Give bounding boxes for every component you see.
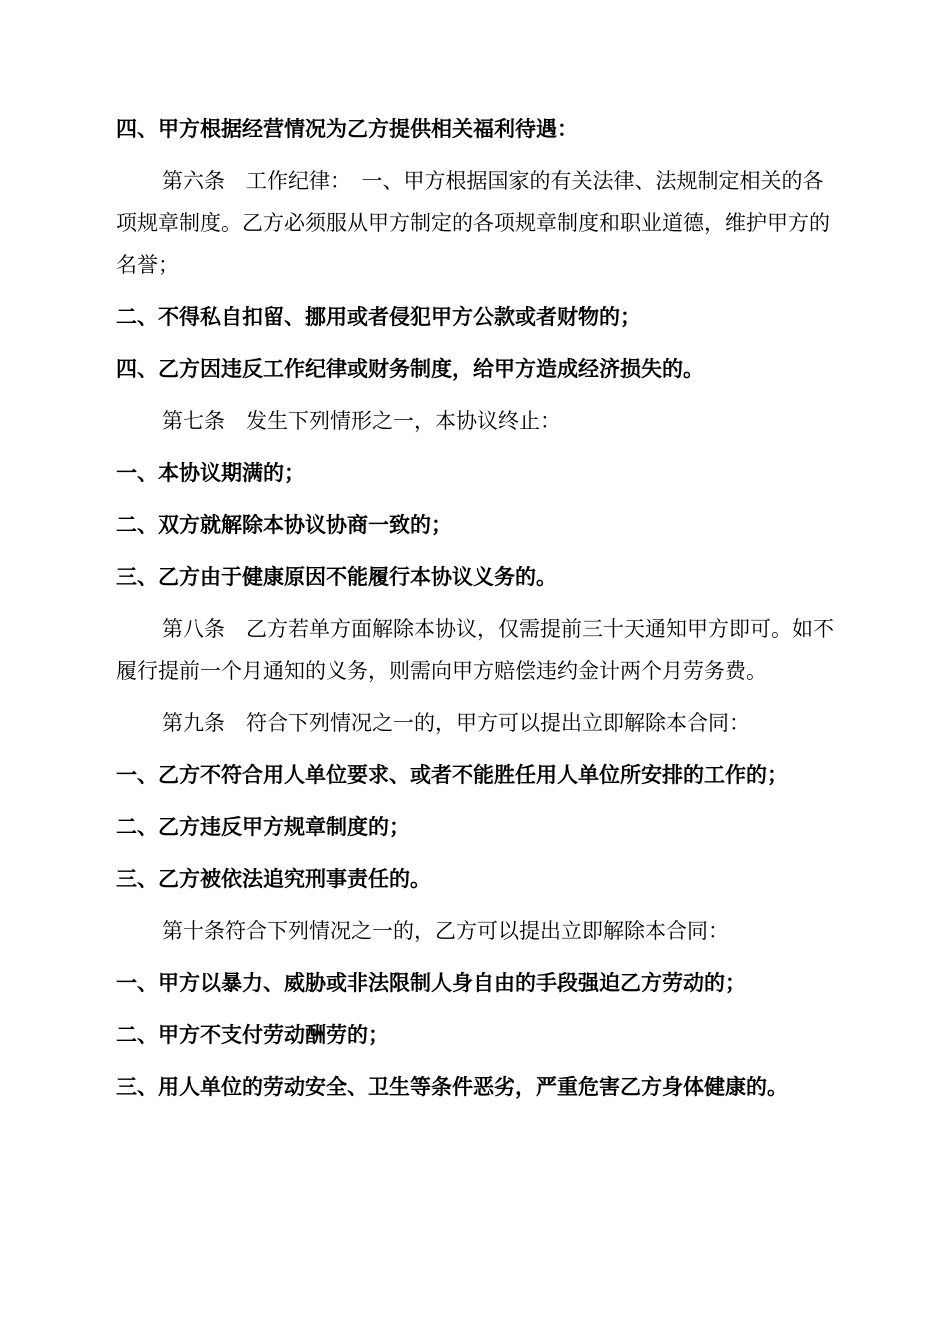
paragraph-article-10-item-1: 一、甲方以暴力、威胁或非法限制人身自由的手段强迫乙方劳动的； [116,971,746,995]
paragraph-article-7-item-2: 二、双方就解除本协议协商一致的； [116,513,452,537]
paragraph-article-10-item-3: 三、用人单位的劳动安全、卫生等条件恶劣，严重危害乙方身体健康的。 [116,1075,788,1099]
paragraph-article-6-item-4: 四、乙方因违反工作纪律或财务制度，给甲方造成经济损失的。 [116,357,704,381]
paragraph-article-7-item-3: 三、乙方由于健康原因不能履行本协议义务的。 [116,565,557,589]
paragraph-article-7-item-1: 一、本协议期满的； [116,461,305,485]
document-body [116,108,836,1118]
paragraph-article-9-item-3: 三、乙方被依法追究刑事责任的。 [116,867,431,891]
paragraph-welfare-4: 四、甲方根据经营情况为乙方提供相关福利待遇： [116,117,578,141]
paragraph-article-9-item-2: 二、乙方违反甲方规章制度的； [116,815,410,839]
paragraph-article-10: 第十条符合下列情况之一的，乙方可以提出立即解除本合同： [162,919,729,943]
paragraph-article-9-item-1: 一、乙方不符合用人单位要求、或者不能胜任用人单位所安排的工作的； [116,763,788,787]
paragraph-article-10-item-2: 二、甲方不支付劳动酬劳的； [116,1023,389,1047]
paragraph-article-9: 第九条 符合下列情况之一的，甲方可以提出立即解除本合同： [162,711,750,735]
paragraph-article-8: 第八条 乙方若单方面解除本协议，仅需提前三十天通知甲方即可。如不履行提前一个月通知的义务，则需向甲方赔偿违约金计两个月劳务费。 [116,617,834,683]
paragraph-article-6-item-2: 二、不得私自扣留、挪用或者侵犯甲方公款或者财物的； [116,305,641,329]
paragraph-article-7: 第七条 发生下列情形之一，本协议终止： [162,409,561,433]
paragraph-article-6: 第六条 工作纪律： 一、甲方根据国家的有关法律、法规制定相关的各项规章制度。乙方必须服从甲方制定的各项规章制度和职业道德，维护甲方的名誉； [116,169,830,277]
